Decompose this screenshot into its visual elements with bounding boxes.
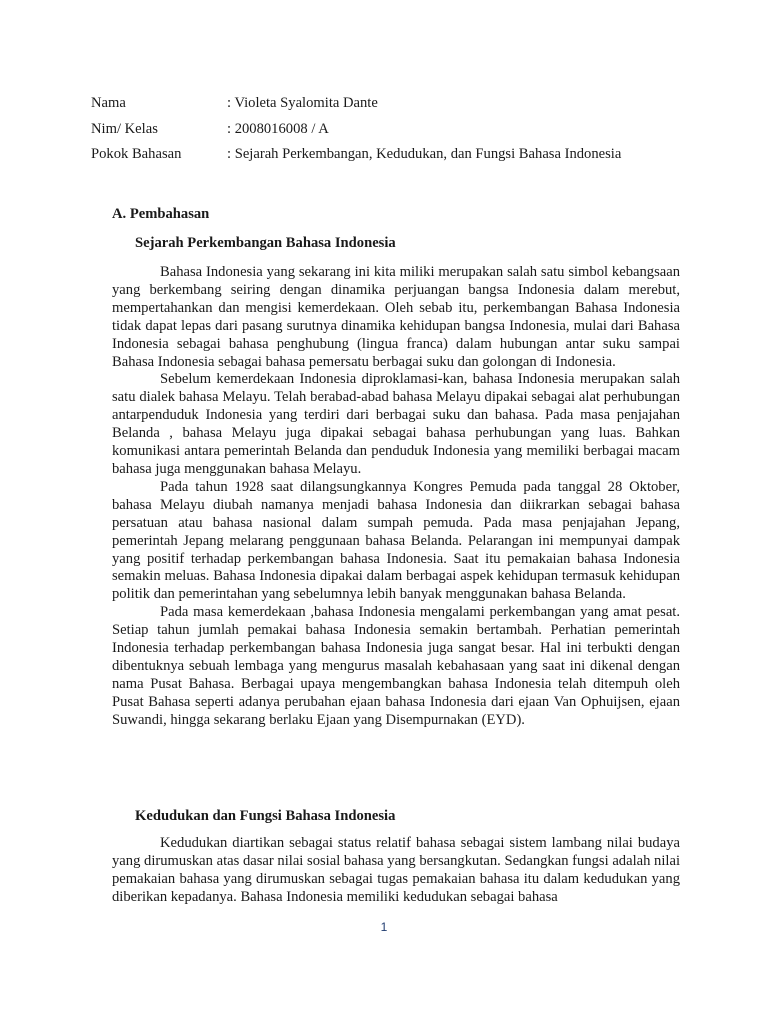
- info-value: : 2008016008 / A: [227, 120, 329, 137]
- info-row-topic: [91, 144, 621, 170]
- paragraph: Sebelum kemerdekaan Indonesia diproklamasi-kan, bahasa Indonesia merupakan salah satu dialek bahasa Melayu. Telah berabad-abad bahasa Melayu dipakai sebagai alat perhubungan antarpenduduk Indonesia yang terdiri dari berbagai suku dan bahasa. Pada masa penjajahan Belanda , bahasa Melayu juga dipakai sebagai bahasa perhubungan yang luas. Bahkan komunikasi antara pemerintah Belanda dan penduduk Indonesia yang memiliki berbagai macam bahasa juga menggunakan bahasa Melayu.: [112, 371, 680, 477]
- info-label: Pokok Bahasan: [91, 146, 182, 162]
- paragraph: Pada tahun 1928 saat dilangsungkannya Kongres Pemuda pada tanggal 28 Oktober, bahasa Melayu diubah namanya menjadi bahasa Indonesia dan diikrarkan sebagai bahasa persatuan atau bahasa nasional dalam sumpah pemuda. Pada masa penjajahan Jepang, pemerintah Jepang melarang penggunaan bahasa Belanda. Pelarangan ini mempunyai dampak yang positif terhadap perkembangan bahasa Indonesia. Saat itu pemakaian bahasa Indonesia semakin meluas. Bahasa Indonesia dipakai dalam berbagai aspek kehidupan termasuk kehidupan politik dan pemerintahan yang sebelumnya lebih banyak menggunakan bahasa Belanda.: [112, 478, 680, 603]
- position-body: [112, 835, 680, 907]
- page-number: 1: [380, 920, 388, 934]
- history-body: [112, 264, 680, 730]
- info-label: Nama: [91, 95, 126, 111]
- info-value: : Sejarah Perkembangan, Kedudukan, dan Fungsi Bahasa Indonesia: [227, 146, 622, 162]
- paragraph: Kedudukan diartikan sebagai status relatif bahasa sebagai sistem lambang nilai budaya yang dirumuskan atas dasar nilai sosial bahasa yang bersangkutan. Sedangkan fungsi adalah nilai pemakaian bahasa yang dirumuskan sebagai tugas pemakaian bahasa itu dalam kedudukan yang diberikan kepadanya. Bahasa Indonesia memiliki kedudukan sebagai bahasa: [112, 835, 680, 905]
- section-heading: A. Pembahasan: [112, 206, 210, 222]
- paragraph: Pada masa kemerdekaan ,bahasa Indonesia mengalami perkembangan yang amat pesat. Setiap tahun jumlah pemakai bahasa Indonesia semakin bertambah. Perhatian pemerintah Indonesia terhadap perkembangan bahasa Indonesia juga sangat besar. Hal ini terbukti dengan dibentuknya sebuah lembaga yang mengurus masalah kebahasaan yang saat ini dikenal dengan nama Pusat Bahasa. Berbagai upaya mengembangkan bahasa Indonesia telah ditempuh oleh Pusat Bahasa seperti adanya perubahan ejaan bahasa Indonesia dari ejaan Van Ophuijsen, ejaan Suwandi, hingga sekarang berlaku Ejaan yang Disempurnakan (EYD).: [112, 604, 680, 728]
- subsection-title-history: Sejarah Perkembangan Bahasa Indonesia: [135, 235, 396, 251]
- subsection-title-position: Kedudukan dan Fungsi Bahasa Indonesia: [135, 808, 396, 824]
- info-value: : Violeta Syalomita Dante: [227, 95, 378, 111]
- paragraph: Bahasa Indonesia yang sekarang ini kita miliki merupakan salah satu simbol kebangsaan yang berkembang seiring dengan dinamika perjuangan bangsa Indonesia dalam merebut, mempertahankan dan mengisi kemerdekaan. Oleh sebab itu, perkembangan Bahasa Indonesia tidak dapat lepas dari pasang surutnya dinamika kehidupan bangsa Indonesia, mulai dari Bahasa Indonesia sebagai bahasa penghubung (lingua franca) dalam hubungan antar suku sampai Bahasa Indonesia sebagai bahasa pemersatu berbagai suku dan golongan di Indonesia.: [112, 264, 680, 370]
- student-info: [91, 93, 621, 170]
- info-row-nim: [91, 119, 621, 145]
- info-row-name: [91, 93, 621, 119]
- info-label: Nim/ Kelas: [91, 120, 158, 137]
